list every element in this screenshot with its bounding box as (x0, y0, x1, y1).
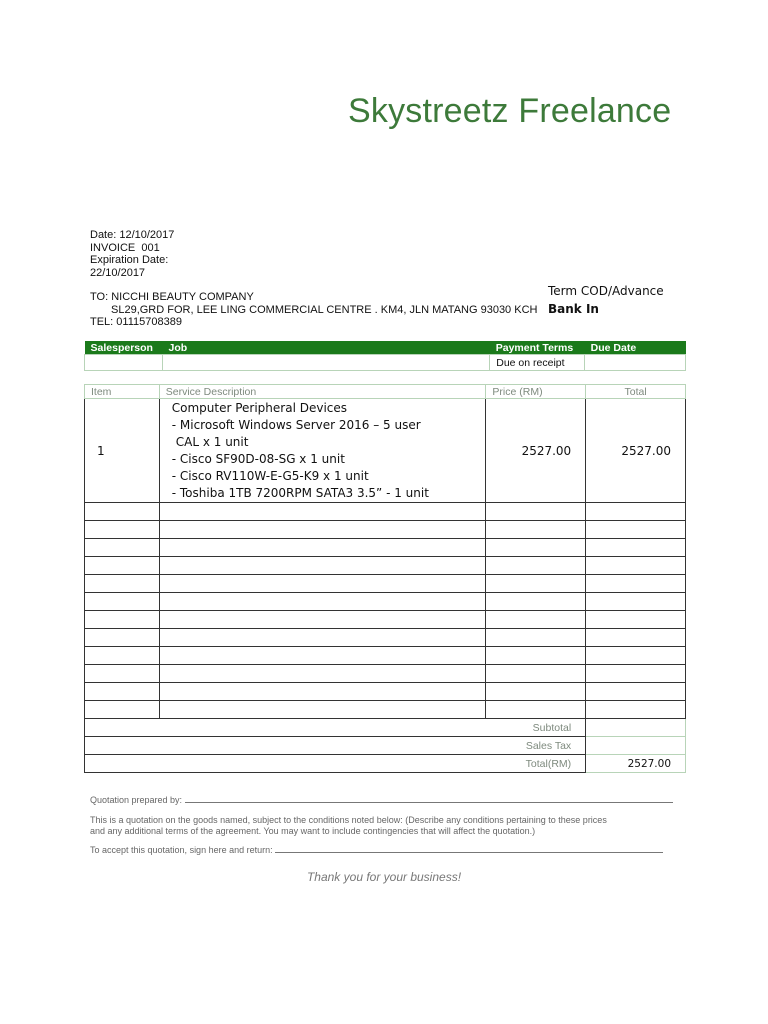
description-line: CAL x 1 unit (175, 434, 249, 449)
invoice-meta (90, 229, 174, 279)
header-item: Item (85, 385, 160, 399)
table-row (85, 593, 686, 611)
due-date-cell (585, 355, 686, 371)
conditions-note (90, 815, 607, 837)
conditions-line-1: This is a quotation on the goods named, subject to the conditions noted below: (Describe any conditions pertaining to these prices (90, 815, 607, 825)
table-row (85, 503, 686, 521)
description-line: - Toshiba 1TB 7200RPM SATA3 3.5” - 1 unit (171, 485, 429, 500)
table-row (85, 647, 686, 665)
job-table (84, 341, 686, 371)
table-row (85, 665, 686, 683)
header-total: Total (586, 385, 686, 399)
item-description (159, 399, 486, 503)
header-price: Price (RM) (486, 385, 586, 399)
item-price: 2527.00 (486, 399, 586, 503)
total-value: 2527.00 (586, 755, 686, 773)
accept-label: To accept this quotation, sign here and return: (90, 845, 273, 855)
term-line-1: Term COD/Advance (548, 284, 664, 298)
header-payment-terms: Payment Terms (490, 341, 585, 355)
items-table (84, 384, 686, 773)
term-line-2: Bank In (548, 302, 599, 316)
header-salesperson: Salesperson (85, 341, 163, 355)
accept-line (90, 845, 663, 856)
expiration-label: Expiration Date: (90, 254, 169, 267)
recipient-address: SL29,GRD FOR, LEE LING COMMERCIAL CENTRE . KM4, JLN MATANG 93030 KCH (111, 303, 538, 316)
salesperson-cell (85, 355, 163, 371)
description-line: Computer Peripheral Devices (171, 400, 348, 415)
prepared-by-line (90, 795, 673, 806)
sales-tax-row (85, 737, 686, 755)
total-row (85, 755, 686, 773)
table-row (85, 683, 686, 701)
table-row (85, 629, 686, 647)
payment-terms-cell: Due on receipt (490, 355, 585, 371)
description-line: - Cisco RV110W-E-G5-K9 x 1 unit (171, 468, 369, 483)
recipient-name: TO: NICCHI BEAUTY COMPANY (90, 291, 254, 303)
items-table-header (85, 385, 686, 399)
recipient-tel: TEL: 01115708389 (90, 316, 182, 329)
item-number: 1 (85, 399, 160, 503)
accept-signature-line (275, 852, 663, 853)
table-row (85, 539, 686, 557)
thank-you-note: Thank you for your business! (306, 870, 462, 884)
prepared-by-label: Quotation prepared by: (90, 795, 183, 805)
prepared-by-signature-line (185, 802, 673, 803)
sales-tax-label: Sales Tax (85, 737, 586, 755)
company-name: Skystreetz Freelance (348, 92, 672, 130)
table-row (85, 575, 686, 593)
sales-tax-value (586, 737, 686, 755)
conditions-line-2: and any additional terms of the agreement. You may want to include contingencies that will affect the quotation.) (90, 826, 536, 836)
total-label: Total(RM) (85, 755, 586, 773)
job-cell (162, 355, 489, 371)
description-line: - Microsoft Windows Server 2016 – 5 user (171, 417, 421, 432)
recipient-block (90, 291, 537, 329)
subtotal-value (586, 719, 686, 737)
expiration-date: 22/10/2017 (90, 266, 146, 279)
table-row (85, 557, 686, 575)
invoice-date: Date: 12/10/2017 (90, 229, 175, 241)
item-total: 2527.00 (586, 399, 686, 503)
job-table-row (85, 355, 686, 371)
description-line: - Cisco SF90D-08-SG x 1 unit (171, 451, 345, 466)
header-due-date: Due Date (585, 341, 686, 355)
job-table-header (85, 341, 686, 355)
table-row (85, 701, 686, 719)
table-row (85, 521, 686, 539)
header-service-description: Service Description (159, 385, 486, 399)
table-row (85, 611, 686, 629)
subtotal-row (85, 719, 686, 737)
payment-term-note (548, 282, 664, 318)
header-job: Job (162, 341, 489, 355)
subtotal-label: Subtotal (85, 719, 586, 737)
table-row (85, 399, 686, 503)
invoice-number: INVOICE 001 (90, 241, 160, 254)
